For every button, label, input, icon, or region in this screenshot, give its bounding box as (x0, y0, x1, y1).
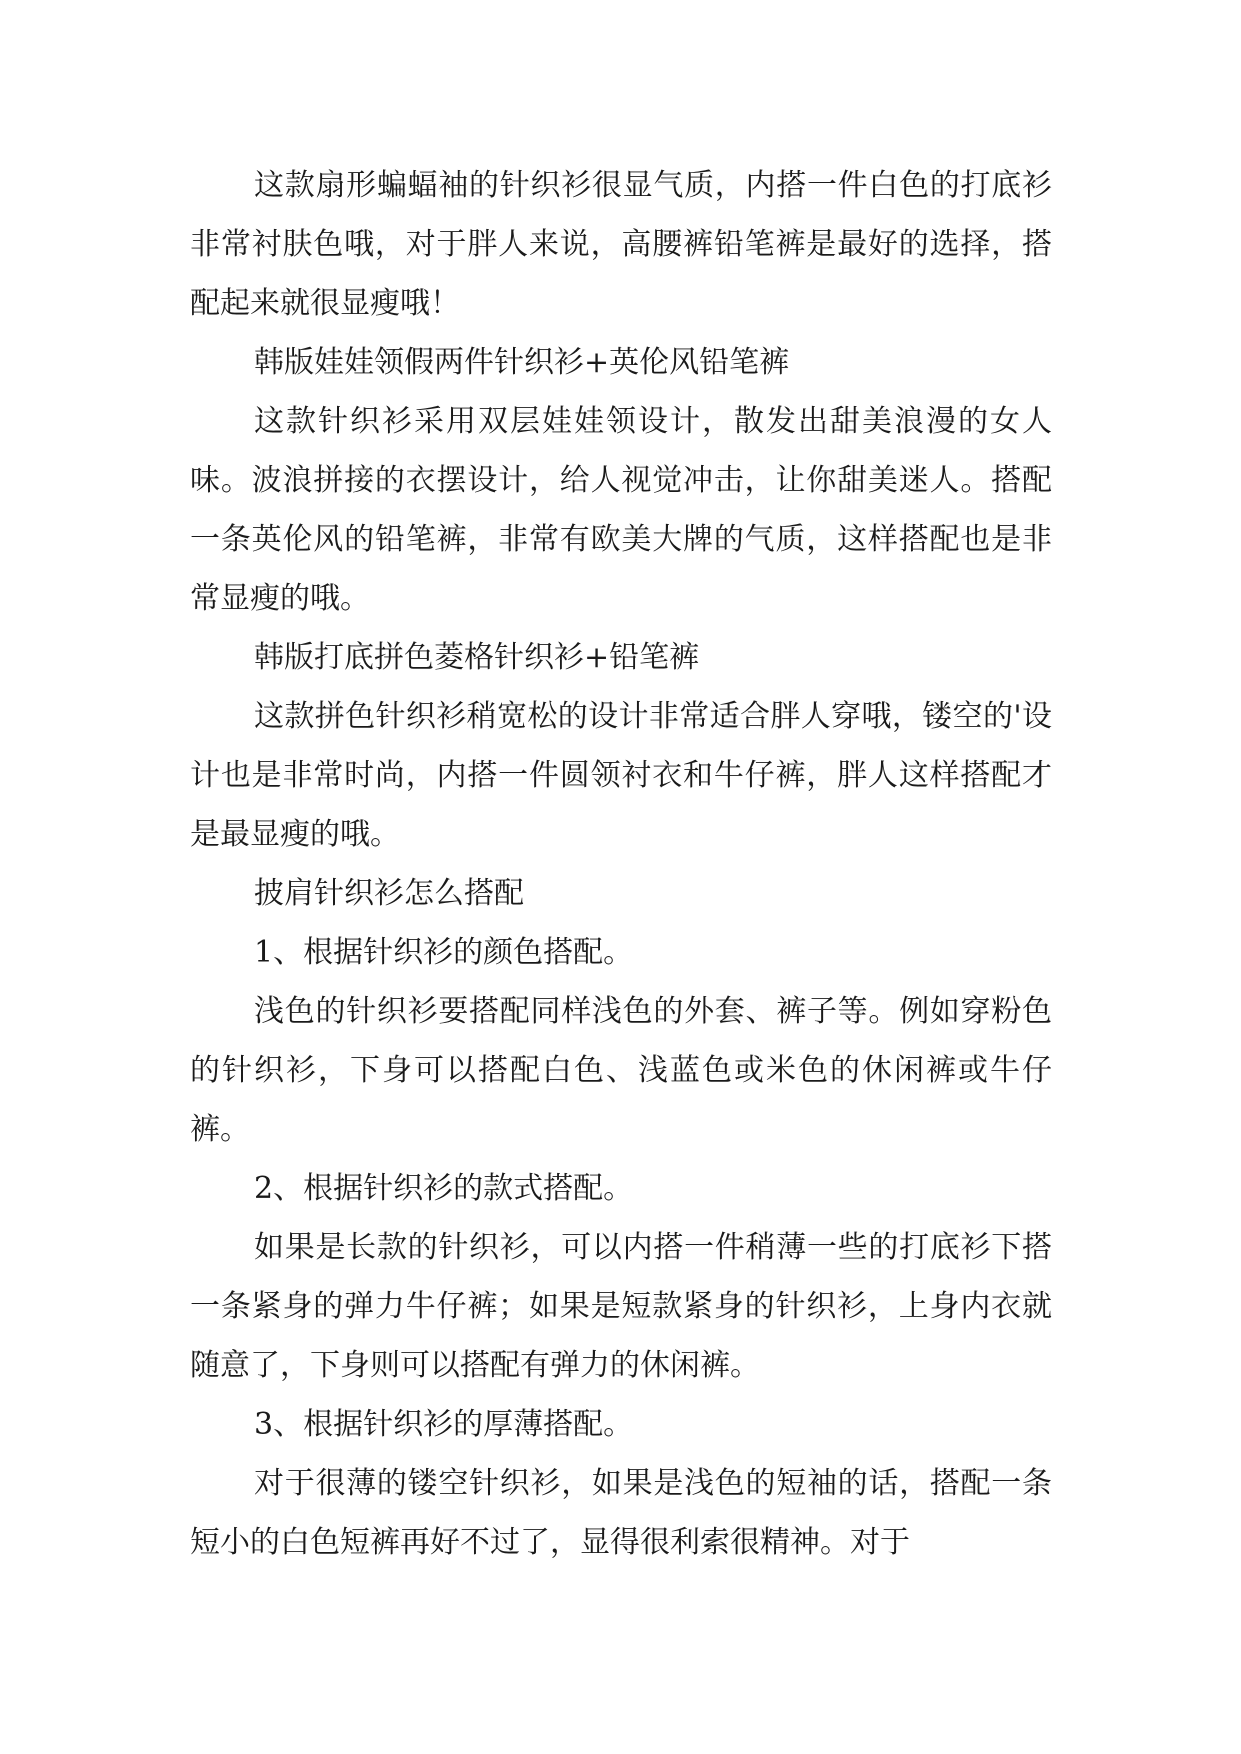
list-item-heading: 2、根据针织衫的款式搭配。 (254, 1171, 634, 1206)
subheading: 韩版打底拼色菱格针织衫+铅笔裤 (254, 640, 700, 675)
list-item-heading: 1、根据针织衫的颜色搭配。 (254, 935, 634, 970)
paragraph: 这款拼色针织衫稍宽松的设计非常适合胖人穿哦，镂空的'设计也是非常时尚，内搭一件圆领衬衣和牛仔裤，胖人这样搭配才是最显瘦的哦。 (190, 699, 1052, 852)
section-heading: 披肩针织衫怎么搭配 (254, 876, 524, 911)
subheading: 韩版娃娃领假两件针织衫+英伦风铅笔裤 (254, 345, 790, 380)
paragraph: 这款针织衫采用双层娃娃领设计，散发出甜美浪漫的女人味。波浪拼接的衣摆设计，给人视觉冲击，让你甜美迷人。搭配一条英伦风的铅笔裤，非常有欧美大牌的气质，这样搭配也是非常显瘦的哦。 (190, 404, 1052, 616)
list-item-heading: 3、根据针织衫的厚薄搭配。 (254, 1407, 634, 1442)
paragraph: 这款扇形蝙蝠袖的针织衫很显气质，内搭一件白色的打底衫非常衬肤色哦，对于胖人来说，高腰裤铅笔裤是最好的选择，搭配起来就很显瘦哦！ (190, 168, 1052, 321)
paragraph: 浅色的针织衫要搭配同样浅色的外套、裤子等。例如穿粉色的针织衫，下身可以搭配白色、浅蓝色或米色的休闲裤或牛仔裤。 (190, 994, 1052, 1147)
paragraph: 对于很薄的镂空针织衫，如果是浅色的短袖的话，搭配一条短小的白色短裤再好不过了，显得很利索很精神。对于 (190, 1466, 1052, 1560)
document-body (190, 156, 1052, 1572)
paragraph: 如果是长款的针织衫，可以内搭一件稍薄一些的打底衫下搭一条紧身的弹力牛仔裤；如果是短款紧身的针织衫，上身内衣就随意了，下身则可以搭配有弹力的休闲裤。 (190, 1230, 1052, 1383)
